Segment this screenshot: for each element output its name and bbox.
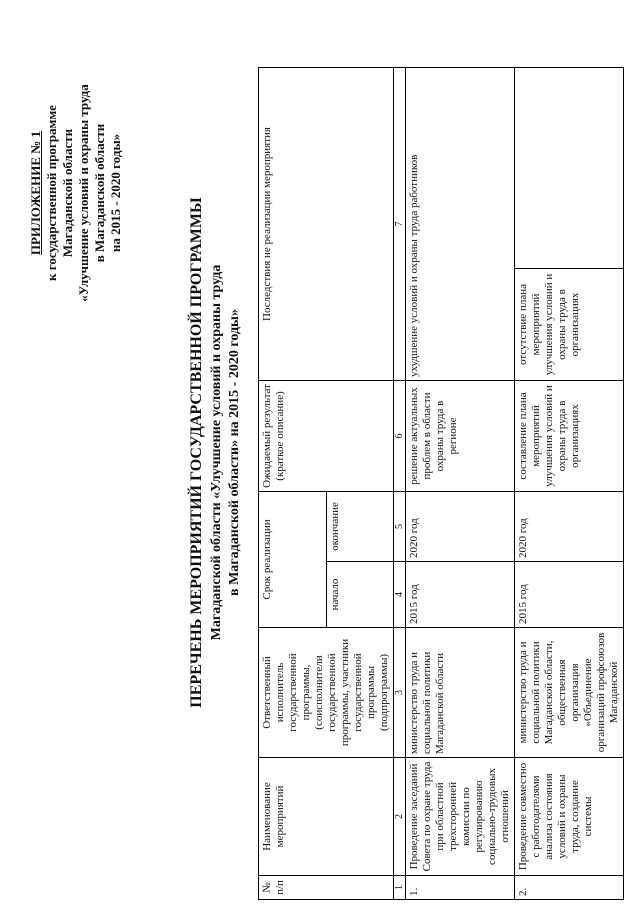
cell-consequence: ухудшение условий и охраны труда работников (406, 67, 515, 380)
cell-empty (515, 67, 624, 268)
appendix-line: к государственной программе (44, 105, 59, 281)
appendix-line: «Улучшение условий и охраны труда (76, 84, 91, 302)
cell-responsible: министерство труда и социальной политики Магаданской области, общественная организация «Объединение организаций профсоюзов Магаданской (515, 628, 624, 758)
document-title: ПЕРЕЧЕНЬ МЕРОПРИЯТИЙ ГОСУДАРСТВЕННОЙ ПРОГРАММЫ (188, 197, 205, 708)
header-result: Ожидаемый результат (краткое описание) (259, 380, 394, 491)
header-responsible: Ответственный исполнитель государственной программы, (соисполнители государственной программы, участники государственной программы (подпрограммы) (259, 628, 394, 758)
cell-start: 2015 год (406, 562, 515, 628)
cell-num: 1. (406, 876, 515, 900)
appendix-line: на 2015 - 2020 годы» (108, 133, 123, 253)
measures-table (258, 67, 624, 900)
column-number: 3 (394, 628, 406, 758)
appendix-block (28, 43, 124, 343)
column-number: 4 (394, 562, 406, 628)
appendix-line: Магаданской области (60, 128, 75, 258)
subtitle-line: Магаданской области «Улучшение условий и охраны труда (209, 264, 224, 641)
header-consequence: Последствия не реализации мероприятия (259, 67, 394, 380)
header-start: начало (326, 562, 394, 628)
column-number: 1 (394, 876, 406, 900)
cell-end: 2020 год (515, 491, 624, 561)
cell-name: Проведение совместно с работодателями анализа состояния условий и охраны труда, создание системы (515, 758, 624, 876)
column-number-row (394, 67, 406, 899)
table-row (406, 67, 515, 899)
header-name: Наименование мероприятий (259, 758, 394, 876)
subtitle-line: в Магаданской области» на 2015 - 2020 годы» (227, 309, 242, 596)
document-subtitle (208, 20, 244, 885)
cell-name: Проведение заседаний Совета по охране труда при областной трехсторонней комиссии по регулированию социально-трудовых отношений (406, 758, 515, 876)
table-header-row (259, 67, 327, 899)
cell-end: 2020 год (406, 491, 515, 561)
header-end: окончание (326, 491, 394, 561)
cell-result: составление плана мероприятий улучшения условий и охраны труда в организациях (515, 380, 624, 491)
cell-start: 2015 год (515, 562, 624, 628)
table-row (515, 67, 624, 899)
column-number: 2 (394, 758, 406, 876)
cell-responsible: министерство труда и социальной политики Магаданской области (406, 628, 515, 758)
cell-result: решение актуальных проблем в области охраны труда в регионе (406, 380, 515, 491)
appendix-title: ПРИЛОЖЕНИЕ № 1 (28, 130, 43, 256)
cell-consequence: отсутствие плана мероприятий улучшения условий и охраны труда в организациях (515, 268, 624, 380)
header-term: Срок реализации (259, 491, 327, 627)
column-number: 5 (394, 491, 406, 561)
appendix-line: в Магаданской области (92, 123, 107, 263)
header-num: № п/п (259, 876, 394, 900)
cell-num: 2. (515, 876, 624, 900)
column-number: 7 (394, 67, 406, 380)
column-number: 6 (394, 380, 406, 491)
